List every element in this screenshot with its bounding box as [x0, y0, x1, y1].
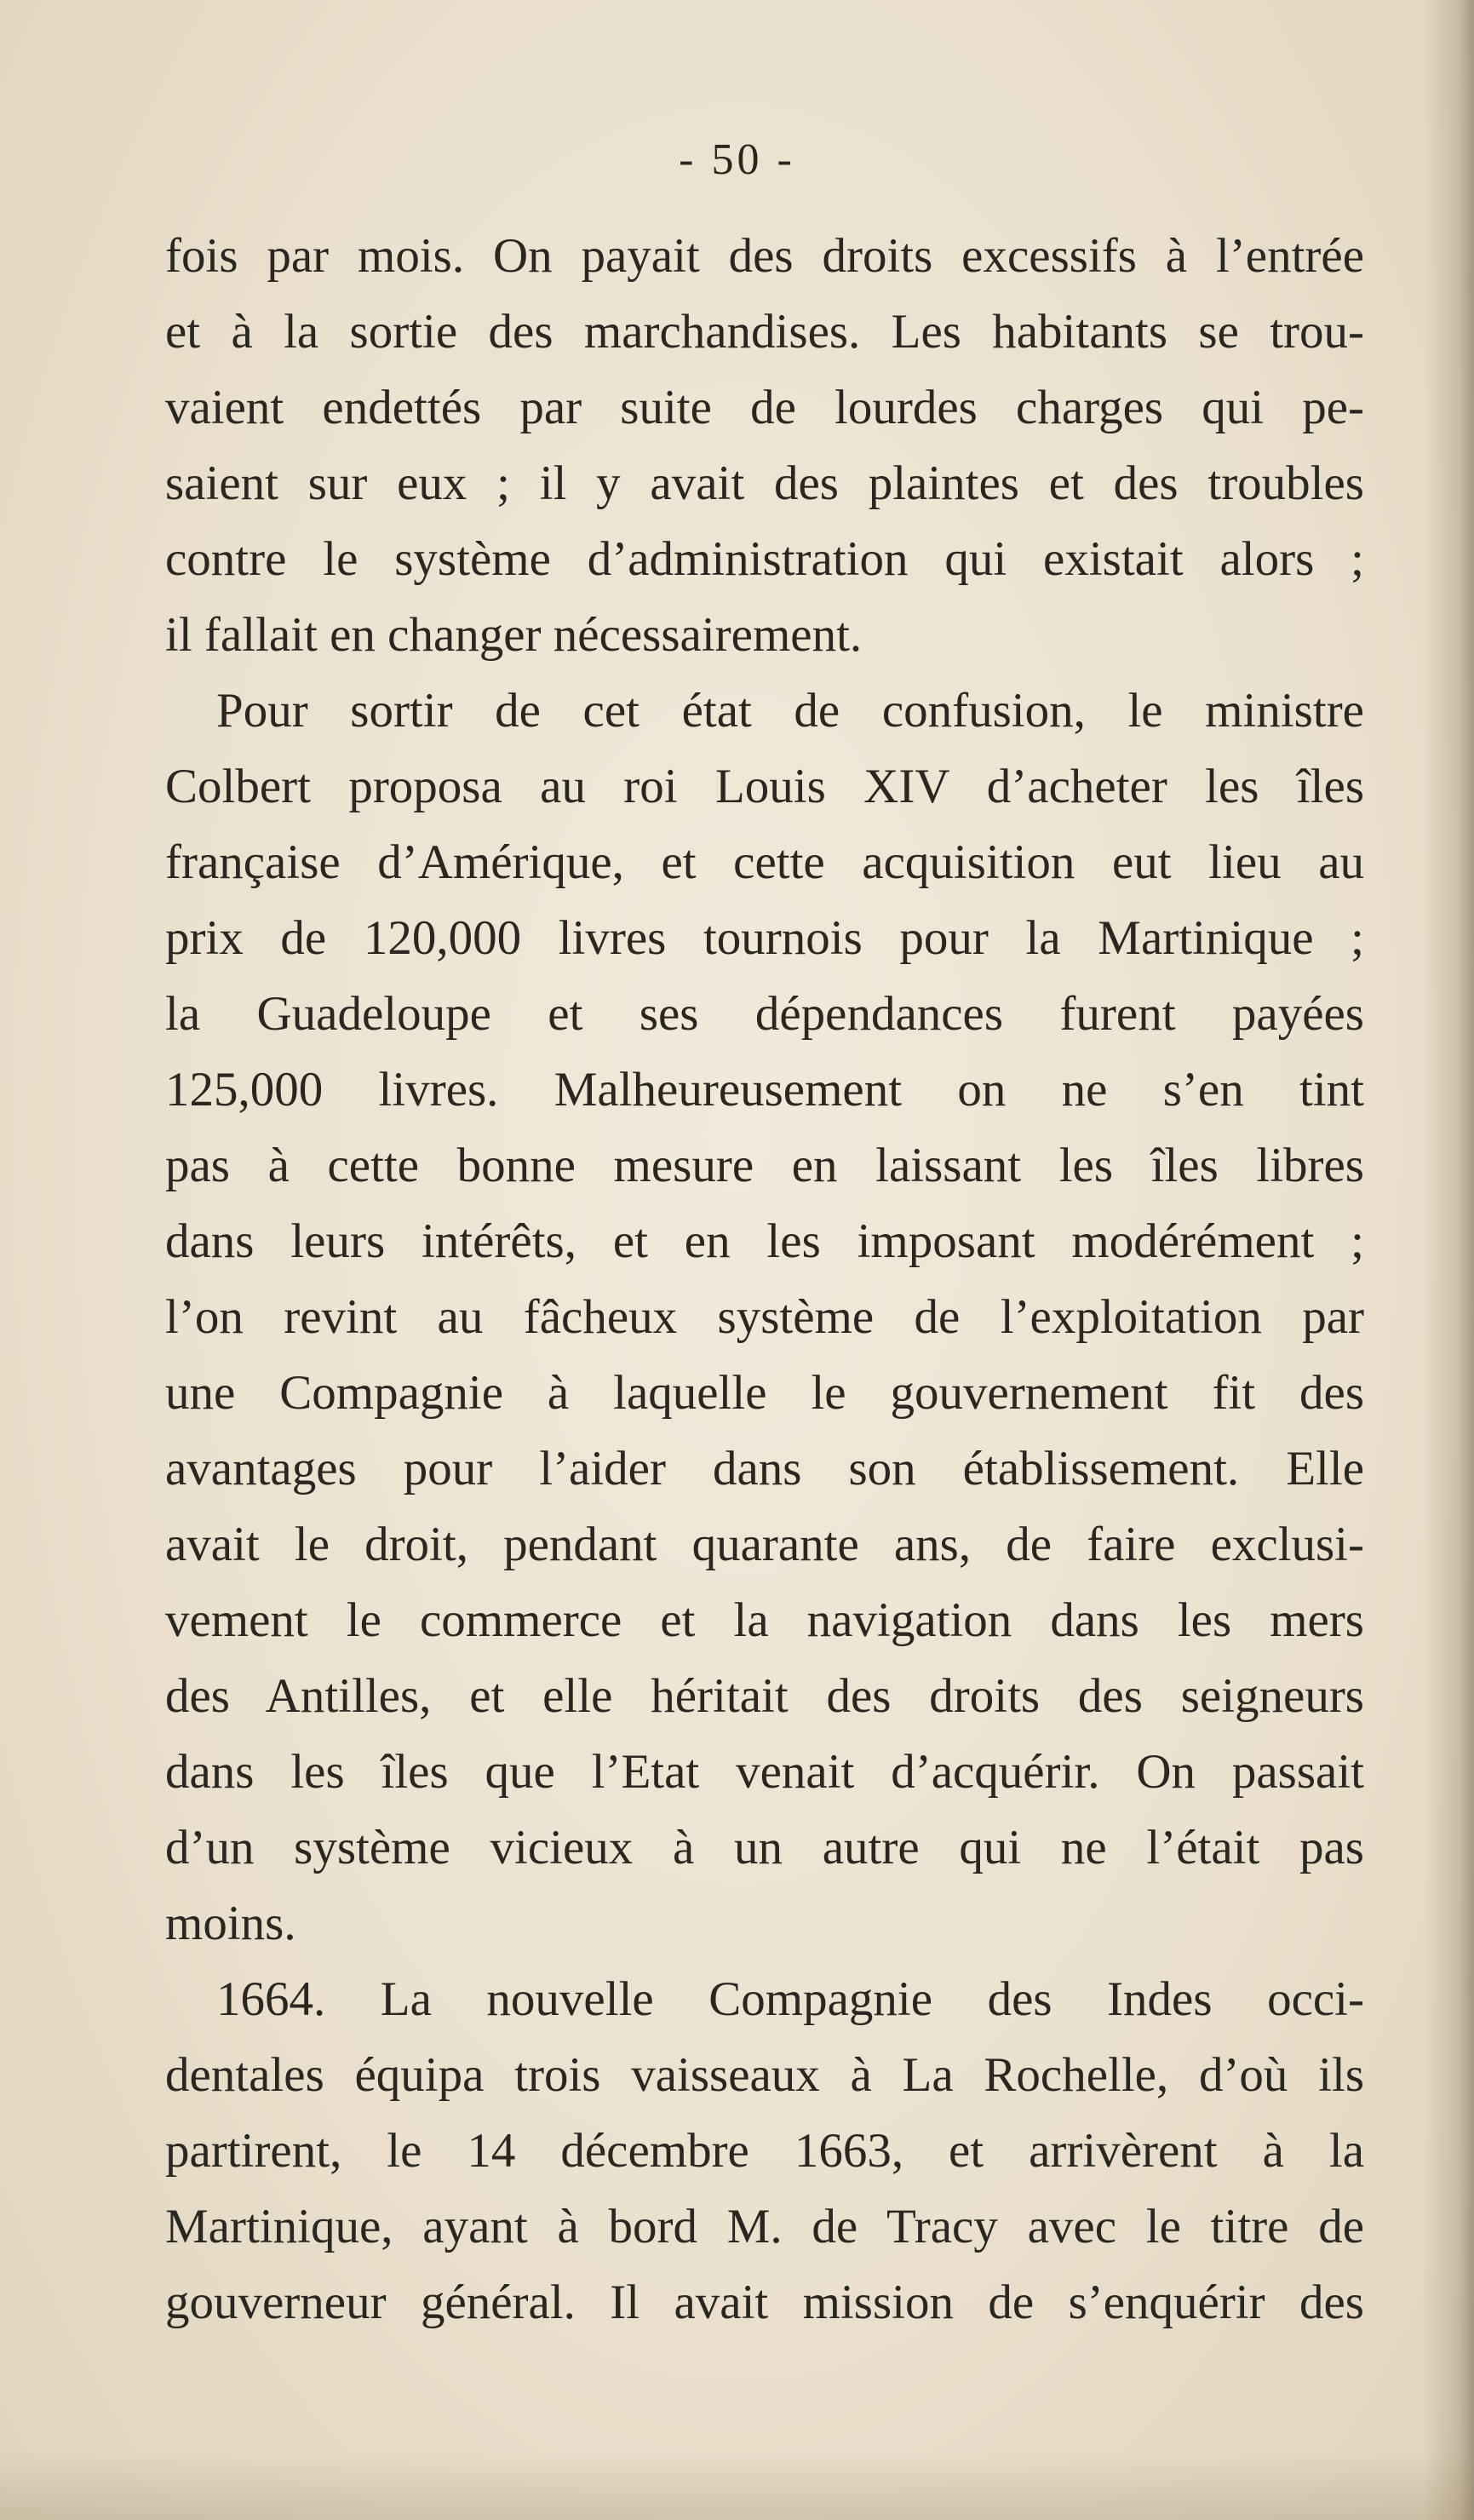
- text-line: vaient endettés par suite de lourdes charges qui pe-: [165, 381, 1364, 434]
- text-line: une Compagnie à laquelle le gouvernement fit des: [165, 1366, 1364, 1420]
- text-line: avantages pour l’aider dans son établissement. Elle: [165, 1442, 1364, 1495]
- text-line: vement le commerce et la navigation dans les mers: [165, 1593, 1364, 1647]
- text-line: saient sur eux ; il y avait des plaintes et des troubles: [165, 456, 1364, 510]
- text-line: partirent, le 14 décembre 1663, et arrivèrent à la: [165, 2124, 1364, 2178]
- text-line: prix de 120,000 livres tournois pour la Martinique ;: [165, 911, 1364, 965]
- text-line: fois par mois. On payait des droits excessifs à l’entrée: [165, 229, 1364, 283]
- text-line: gouverneur général. Il avait mission de s’enquérir des: [165, 2276, 1364, 2329]
- text-line: l’on revint au fâcheux système de l’exploitation par: [165, 1290, 1364, 1344]
- page-edge-shadow: [1423, 0, 1474, 2520]
- text-line: moins.: [165, 1897, 296, 1950]
- text-line: des Antilles, et elle héritait des droits des seigneurs: [165, 1669, 1364, 1723]
- text-line: et à la sortie des marchandises. Les habitants se trou-: [165, 305, 1364, 359]
- text-line: 1664. La nouvelle Compagnie des Indes occi-: [216, 1972, 1364, 2026]
- page-bottom-shadow: [0, 2452, 1474, 2520]
- text-line: Colbert proposa au roi Louis XIV d’acheter les îles: [165, 760, 1364, 813]
- page-number: - 50 -: [679, 135, 795, 184]
- text-line: dans les îles que l’Etat venait d’acquérir. On passait: [165, 1745, 1364, 1799]
- text-line: il fallait en changer nécessairement.: [165, 608, 863, 662]
- text-line: pas à cette bonne mesure en laissant les îles libres: [165, 1139, 1364, 1192]
- text-line: française d’Amérique, et cette acquisition eut lieu au: [165, 835, 1364, 889]
- text-line: avait le droit, pendant quarante ans, de faire exclusi-: [165, 1518, 1364, 1571]
- text-line: dentales équipa trois vaisseaux à La Rochelle, d’où ils: [165, 2048, 1364, 2102]
- text-line: 125,000 livres. Malheureusement on ne s’en tint: [165, 1063, 1364, 1116]
- body-text: [165, 218, 1364, 2340]
- text-line: contre le système d’administration qui existait alors ;: [165, 532, 1364, 586]
- text-line: dans leurs intérêts, et en les imposant modérément ;: [165, 1214, 1364, 1268]
- text-line: la Guadeloupe et ses dépendances furent payées: [165, 987, 1364, 1041]
- text-line: Pour sortir de cet état de confusion, le ministre: [216, 684, 1364, 738]
- text-line: Martinique, ayant à bord M. de Tracy avec le titre de: [165, 2200, 1364, 2253]
- text-line: d’un système vicieux à un autre qui ne l’était pas: [165, 1821, 1364, 1874]
